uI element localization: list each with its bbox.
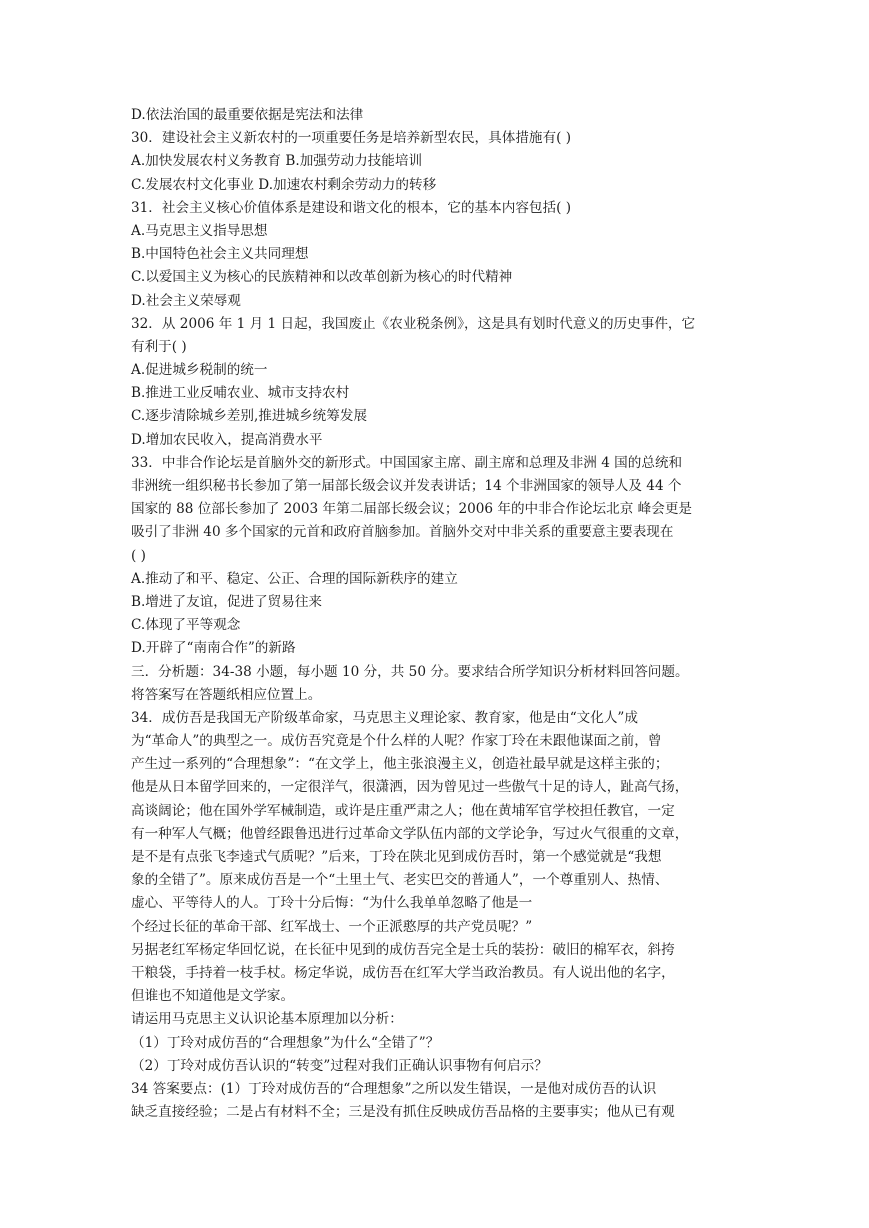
text-line: D.增加农民收入，提高消费水平 [131,431,323,448]
text-line: 32．从 2006 年 1 月 1 日起，我国废止《农业税条例》，这是具有划时代意义的历史事件，它 [131,315,696,332]
text-line: 为“革命人”的典型之一。成仿吾究竟是个什么样的人呢？作家丁玲在未跟他谋面之前，曾 [131,733,662,750]
text-line: D.社会主义荣辱观 [131,292,241,309]
text-line: B.推进工业反哺农业、城市支持农村 [131,385,350,402]
text-line: 他是从日本留学回来的，一定很洋气，很潇洒，因为曾见过一些傲气十足的诗人，趾高气扬， [131,779,689,796]
text-line: 产生过一系列的“合理想象”：“在文学上，他主张浪漫主义，创造社最早就是这样主张的； [131,756,669,773]
text-line: 干粮袋，手持着一枝手杖。杨定华说，成仿吾在红军大学当政治教员。有人说出他的名字， [131,964,675,981]
text-line: （2）丁玲对成仿吾认识的“转变”过程对我们正确认识事物有何启示？ [131,1057,548,1074]
text-line: 有利于( ) [131,338,187,355]
text-line: B.增进了友谊，促进了贸易往来 [131,593,323,610]
text-line: 非洲统一组织秘书长参加了第一届部长级会议并发表讲话；14 个非洲国家的领导人及 44 个 [131,478,682,494]
text-line: ( ) [131,547,146,564]
text-line: 象的全错了”。原来成仿吾是一个“土里土气、老实巴交的普通人”，一个尊重别人、热情、 [131,872,669,889]
text-line: 30．建设社会主义新农村的一项重要任务是培养新型农民，具体措施有( ) [131,130,572,147]
text-line: 有一种军人气概；他曾经跟鲁迅进行过革命文学队伍内部的文学论争，写过火气很重的文章， [131,825,689,842]
text-line: 34 答案要点：(1）丁玲对成仿吾的“合理想象”之所以发生错误，一是他对成仿吾的认识 [131,1080,657,1097]
text-line: 31．社会主义核心价值体系是建设和谐文化的根本，它的基本内容包括( ) [131,199,572,216]
text-line: C.发展农村文化事业 D.加速农村剩余劳动力的转移 [131,176,437,193]
text-line: C.以爱国主义为核心的民族精神和以改革创新为核心的时代精神 [131,269,513,286]
text-line: C.逐步清除城乡差别,推进城乡统筹发展 [131,408,368,425]
text-line: 三．分析题：34-38 小题，每小题 10 分，共 50 分。要求结合所学知识分析材料回答问题。 [131,663,689,680]
text-line: 高谈阔论；他在国外学军械制造，或许是庄重严肃之人；他在黄埔军官学校担任教官，一定 [131,802,675,819]
text-line: A.促进城乡税制的统一 [131,362,268,379]
text-line: B.中国特色社会主义共同理想 [131,246,309,263]
text-line: 吸引了非洲 40 多个国家的元首和政府首脑参加。首脑外交对中非关系的重要意主要表现在 [131,524,674,541]
text-line: 国家的 88 位部长参加了 2003 年第二届部长级会议；2006 年的中非合作论坛北京 峰会更是 [131,501,693,518]
text-line: A.推动了和平、稳定、公正、合理的国际新秩序的建立 [131,570,458,587]
text-line: 33．中非合作论坛是首脑外交的新形式。中国国家主席、副主席和总理及非洲 4 国的总统和 [131,454,683,471]
text-line: 个经过长征的革命干部、红军战士、一个正派憨厚的共产党员呢？” [131,918,533,935]
text-line: （1）丁玲对成仿吾的“合理想象”为什么“全错了”？ [131,1034,440,1051]
text-line: 是不是有点张飞李逵式气质呢？”后来，丁玲在陕北见到成仿吾时，第一个感觉就是“我想 [131,849,662,865]
text-line: 但谁也不知道他是文学家。 [131,988,295,1005]
text-line: C.体现了平等观念 [131,617,241,634]
text-line: 虚心、平等待人的人。丁玲十分后悔：“为什么我单单忽略了他是一 [131,895,533,912]
document-page [131,104,743,1124]
text-line: 34．成仿吾是我国无产阶级革命家，马克思主义理论家、教育家，他是由“文化人”成 [131,709,638,726]
text-line: D.开辟了“南南合作”的新路 [131,640,296,657]
text-line: 请运用马克思主义认识论基本原理加以分析： [131,1011,403,1028]
text-line: 缺乏直接经验；二是占有材料不全；三是没有抓住反映成仿吾品格的主要事实；他从已有观 [131,1104,675,1121]
text-line: D.依法治国的最重要依据是宪法和法律 [131,107,364,123]
text-line: 另据老红军杨定华回忆说，在长征中见到的成仿吾完全是士兵的装扮：破旧的棉军衣，斜挎 [131,941,675,958]
text-line: 将答案写在答题纸相应位置上。 [131,686,322,703]
text-line: A.马克思主义指导思想 [131,222,268,239]
text-line: A.加快发展农村义务教育 B.加强劳动力技能培训 [131,153,423,170]
